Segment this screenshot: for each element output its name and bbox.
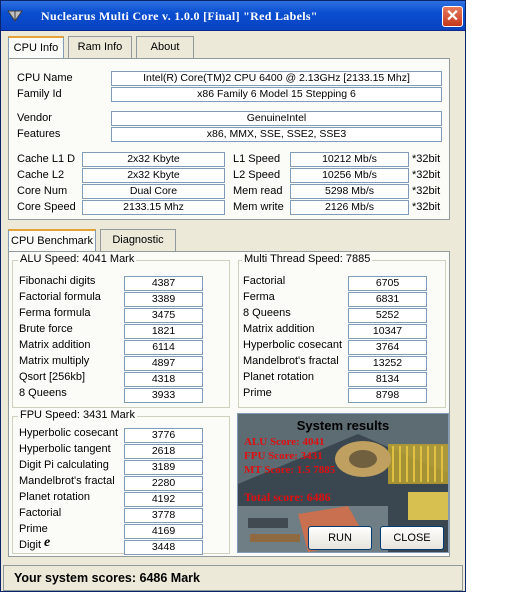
mt-row-label: Hyperbolic cosecant (243, 339, 343, 351)
l1-speed-label: L1 Speed (233, 153, 281, 165)
alu-row-label: Ferma formula (19, 307, 91, 319)
features-label: Features (17, 128, 61, 140)
core-num-field: Dual Core (82, 184, 225, 199)
fpu-row-value: 3189 (124, 460, 203, 475)
cpu-info-panel (8, 58, 450, 220)
mt-row-label: Factorial (243, 275, 286, 287)
mt-row-value: 13252 (348, 356, 427, 371)
mem-read-label: Mem read (233, 185, 283, 197)
fpu-score: FPU Score: 3431 (244, 450, 323, 462)
cpu-name-label: CPU Name (17, 72, 73, 84)
fpu-row-label: Planet rotation (19, 491, 90, 503)
tab-cpu-info[interactable]: CPU Info (8, 36, 64, 58)
fpu-row-value: 2618 (124, 444, 203, 459)
l2-speed-suffix: *32bit (412, 169, 441, 181)
mt-row-label: Mandelbrot's fractal (243, 355, 339, 367)
app-icon (7, 10, 23, 22)
mem-write-label: Mem write (233, 201, 284, 213)
alu-row-label: Factorial formula (19, 291, 101, 303)
mt-row-label: Matrix addition (243, 323, 315, 335)
fpu-row-label: Prime (19, 523, 48, 535)
vendor-label: Vendor (17, 112, 52, 124)
cpu-name-field: Intel(R) Core(TM)2 CPU 6400 @ 2.13GHz [2133.15 Mhz] (111, 71, 442, 86)
mt-row-label: Planet rotation (243, 371, 314, 383)
digit-e-symbol: e (44, 535, 51, 550)
close-window-button[interactable]: ✕ (442, 6, 463, 27)
alu-row-value: 4897 (124, 356, 203, 371)
alu-row-value: 4318 (124, 372, 203, 387)
alu-row-value: 3389 (124, 292, 203, 307)
mt-row-value: 8798 (348, 388, 427, 403)
system-results-title: System results (296, 418, 390, 433)
core-speed-label: Core Speed (17, 201, 76, 213)
alu-row-label: Fibonachi digits (19, 275, 96, 287)
cache-l1-label: Cache L1 D (17, 153, 76, 165)
fpu-row-label: Mandelbrot's fractal (19, 475, 115, 487)
l2-speed-label: L2 Speed (233, 169, 281, 181)
cache-l1-field: 2x32 Kbyte (82, 152, 225, 167)
close-button[interactable]: CLOSE (380, 526, 444, 550)
alu-row-label: Qsort [256kb] (19, 371, 86, 383)
fpu-title: FPU Speed: 3431 Mark (20, 409, 135, 421)
fpu-row-label: Hyperbolic cosecant (19, 427, 119, 439)
fpu-row-value: 3778 (124, 508, 203, 523)
alu-row-value: 4387 (124, 276, 203, 291)
family-id-field: x86 Family 6 Model 15 Stepping 6 (111, 87, 442, 102)
vendor-field: GenuineIntel (111, 111, 442, 126)
mt-row-value: 10347 (348, 324, 427, 339)
mt-row-value: 5252 (348, 308, 427, 323)
cache-l2-field: 2x32 Kbyte (82, 168, 225, 183)
system-score-text: Your system scores: 6486 Mark (14, 571, 200, 585)
window-title: Nuclearus Multi Core v. 1.0.0 [Final] "Red Labels" (41, 9, 318, 23)
alu-row-label: Matrix multiply (19, 355, 90, 367)
tab-about[interactable]: About (136, 36, 194, 58)
l2-speed-field: 10256 Mb/s (290, 168, 409, 183)
mt-row-label: 8 Queens (243, 307, 291, 319)
alu-row-value: 3933 (124, 388, 203, 403)
family-id-label: Family Id (17, 88, 62, 100)
title-bar[interactable] (1, 1, 465, 31)
mt-score: MT Score: 1.5 7885 (244, 464, 336, 476)
mem-write-field: 2126 Mb/s (290, 200, 409, 215)
mt-row-value: 3764 (348, 340, 427, 355)
total-score: Total score: 6486 (244, 490, 331, 504)
mem-read-field: 5298 Mb/s (290, 184, 409, 199)
system-results-panel (237, 413, 449, 553)
alu-row-value: 3475 (124, 308, 203, 323)
l1-speed-suffix: *32bit (412, 153, 441, 165)
core-num-label: Core Num (17, 185, 68, 197)
mem-write-suffix: *32bit (412, 201, 441, 213)
fpu-row-label: Factorial (19, 507, 62, 519)
features-field: x86, MMX, SSE, SSE2, SSE3 (111, 127, 442, 142)
alu-row-label: 8 Queens (19, 387, 67, 399)
alu-score: ALU Score: 4041 (244, 436, 325, 448)
fpu-row-value: 4169 (124, 524, 203, 539)
fpu-row-value: 3776 (124, 428, 203, 443)
mt-row-label: Ferma (243, 291, 275, 303)
alu-row-label: Brute force (19, 323, 73, 335)
alu-title: ALU Speed: 4041 Mark (20, 253, 135, 265)
core-speed-field: 2133.15 Mhz (82, 200, 225, 215)
tab-cpu-benchmark[interactable]: CPU Benchmark (8, 229, 96, 251)
mt-row-label: Prime (243, 387, 272, 399)
mt-row-value: 6705 (348, 276, 427, 291)
alu-row-value: 1821 (124, 324, 203, 339)
fpu-row-value: 4192 (124, 492, 203, 507)
mt-row-value: 6831 (348, 292, 427, 307)
cache-l2-label: Cache L2 (17, 169, 65, 181)
status-bar (3, 565, 463, 591)
fpu-row-label: Digit Pi calculating (19, 459, 109, 471)
run-button[interactable]: RUN (308, 526, 372, 550)
mt-title: Multi Thread Speed: 7885 (244, 253, 371, 265)
tab-ram-info[interactable]: Ram Info (68, 36, 132, 58)
alu-row-label: Matrix addition (19, 339, 91, 351)
alu-row-value: 6114 (124, 340, 203, 355)
mt-row-value: 8134 (348, 372, 427, 387)
fpu-row-label: Digit (19, 539, 42, 551)
l1-speed-field: 10212 Mb/s (290, 152, 409, 167)
fpu-row-label: Hyperbolic tangent (19, 443, 111, 455)
fpu-row-value: 3448 (124, 540, 203, 555)
tab-diagnostic[interactable]: Diagnostic (100, 229, 176, 251)
fpu-row-value: 2280 (124, 476, 203, 491)
mem-read-suffix: *32bit (412, 185, 441, 197)
